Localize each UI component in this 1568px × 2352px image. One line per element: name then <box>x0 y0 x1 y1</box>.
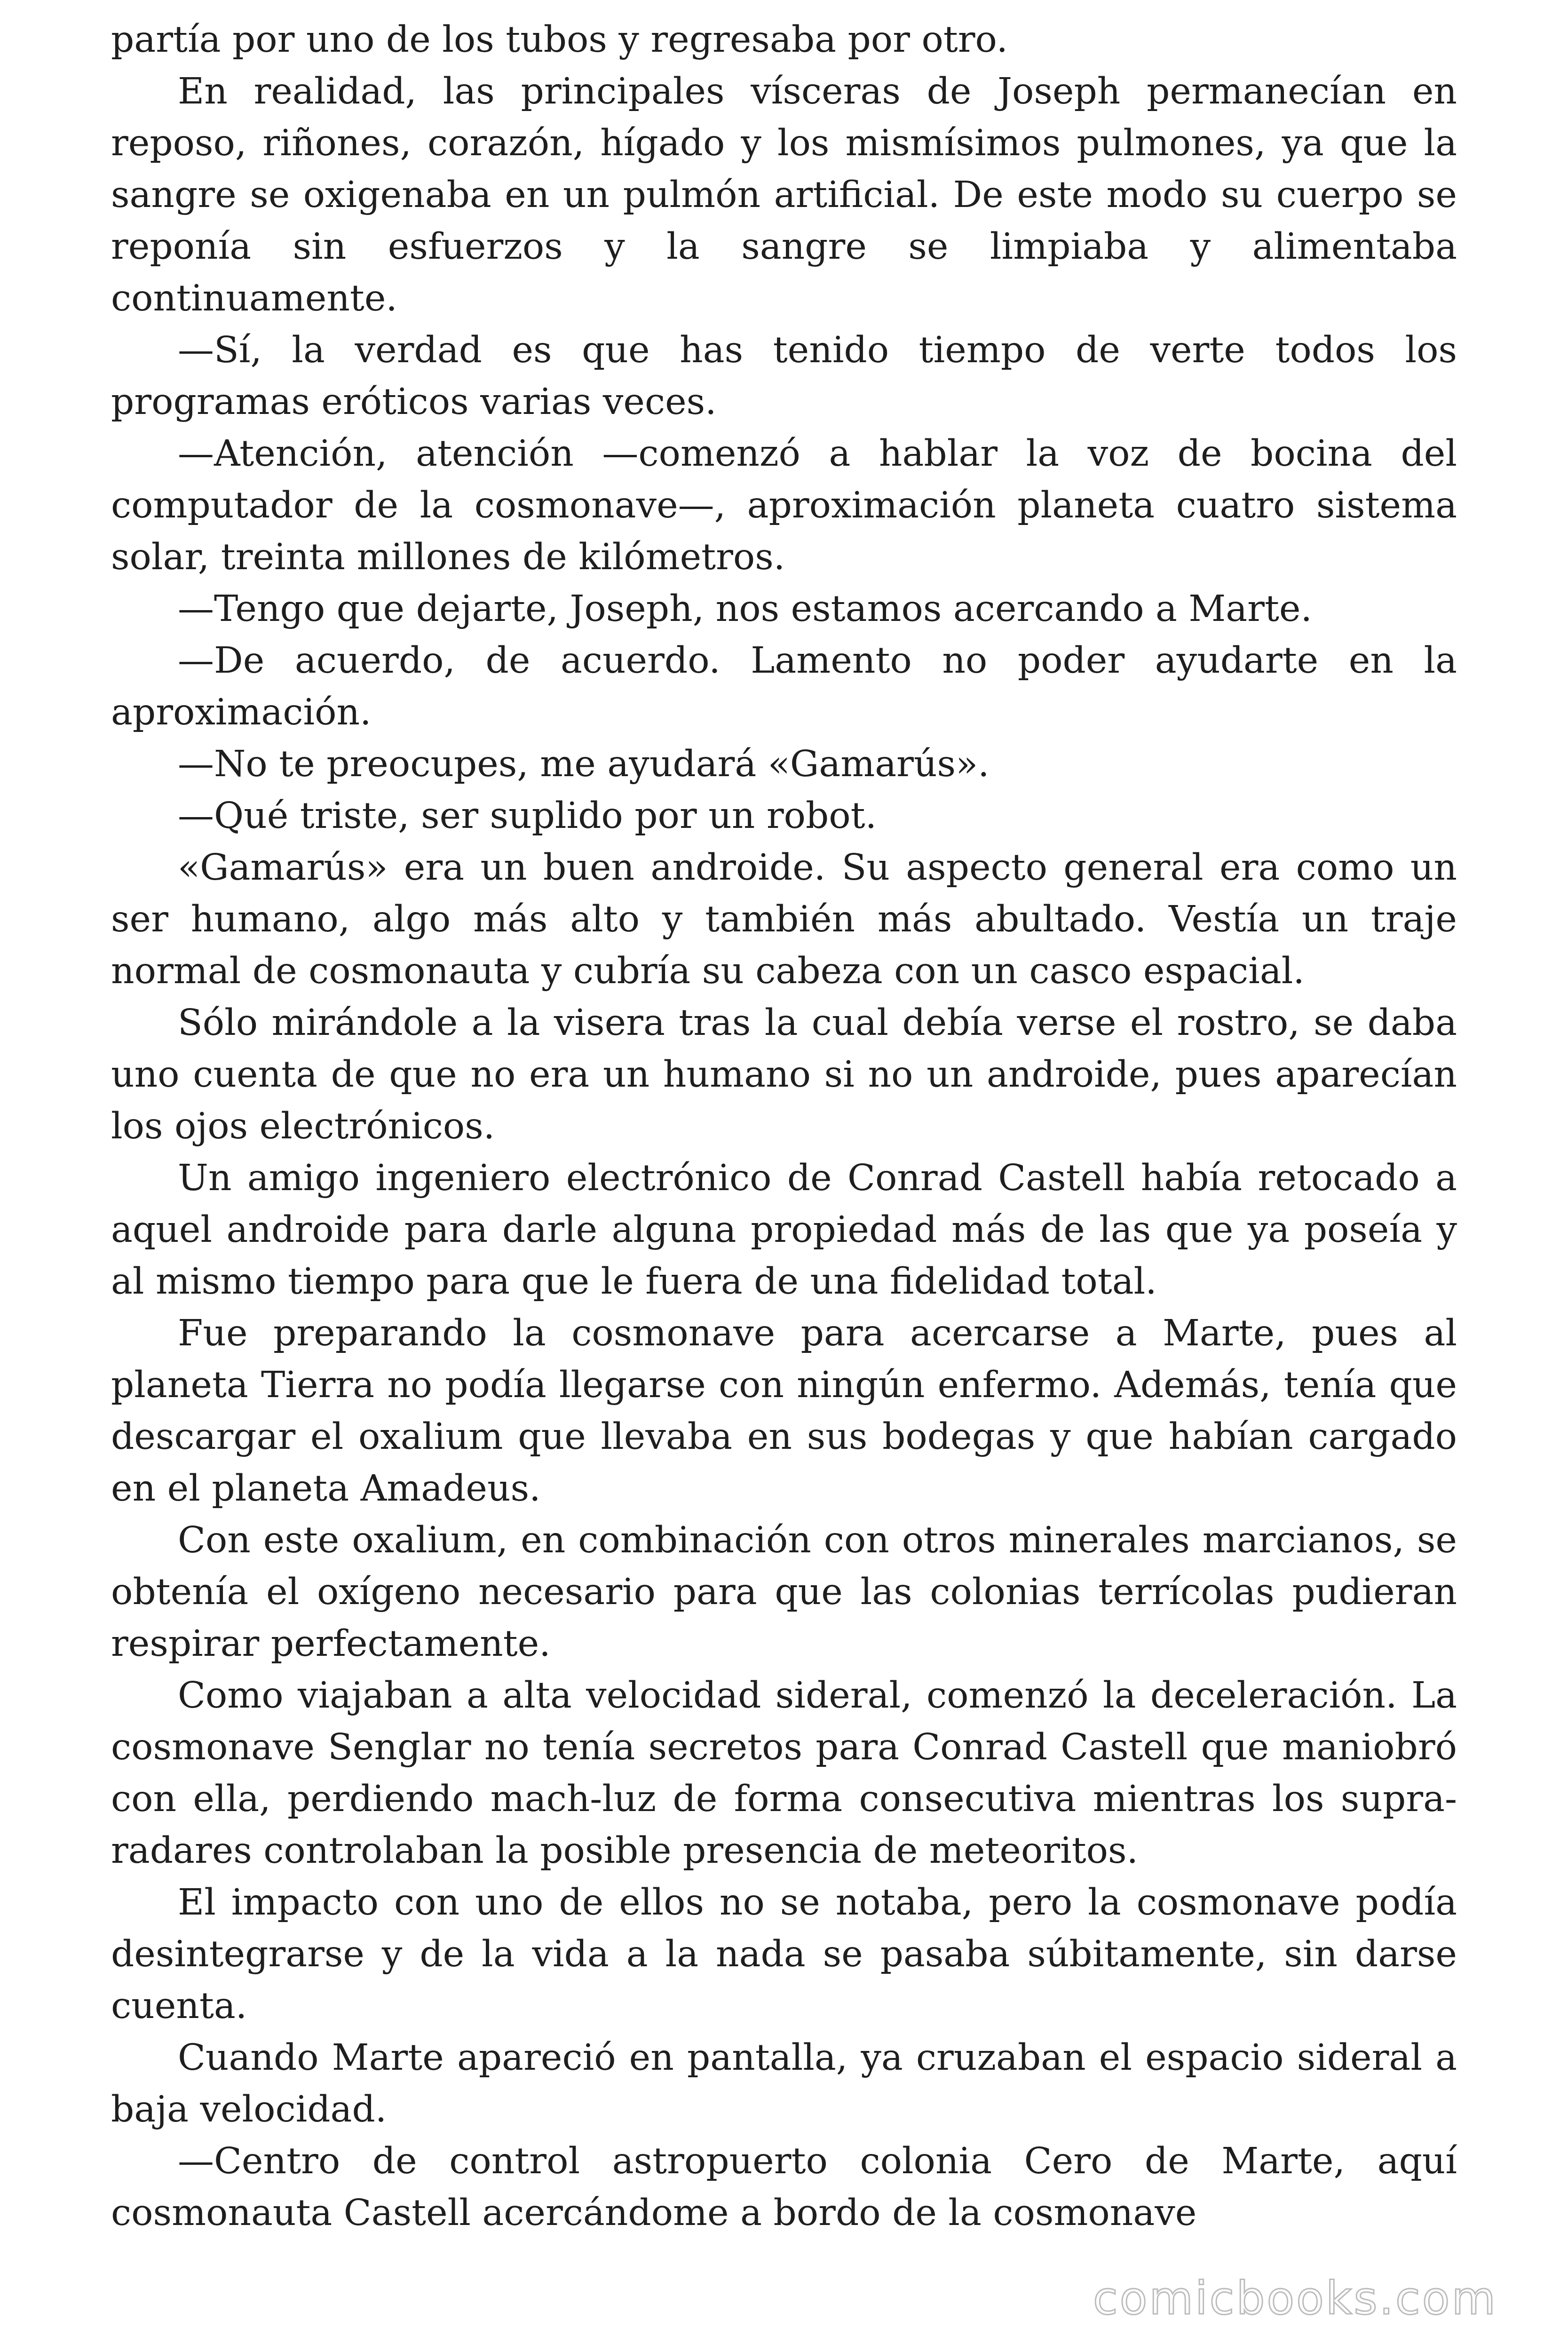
paragraph-17: —Centro de control astropuerto colonia Cero de Marte, aquí cosmonauta Castell acercándome a bordo de la cosmonave <box>111 2140 1457 2234</box>
paragraph-7: —No te preocupes, me ayudará «Gamarús». <box>178 743 990 785</box>
watermark: comicbooks.com <box>1093 2272 1497 2325</box>
paragraph-5: —Tengo que dejarte, Joseph, nos estamos acercando a Marte. <box>178 588 1312 630</box>
paragraph-15: El impacto con uno de ellos no se notaba, pero la cosmonave podía desintegrarse y de la vida a la nada se pasaba súbitamente, sin darse cuenta. <box>111 1882 1457 2027</box>
paragraph-1: partía por uno de los tubos y regresaba por otro. <box>111 19 1008 61</box>
book-page-text <box>111 14 1457 2239</box>
paragraph-13: Con este oxalium, en combinación con otros minerales marcianos, se obtenía el oxígeno necesario para que las colonias terrícolas pudieran respirar perfectamente. <box>111 1519 1457 1665</box>
paragraph-4: —Atención, atención —comenzó a hablar la voz de bocina del computador de la cosmonave—, aproximación planeta cuatro sistema solar, treinta millones de kilómetros. <box>111 433 1457 578</box>
paragraph-2: En realidad, las principales vísceras de Joseph permanecían en reposo, riñones, corazón, hígado y los mismísimos pulmones, ya que la sangre se oxigenaba en un pulmón artificial. De este modo su cuerpo se reponía sin esfuerzos y la sangre se limpiaba y alimentaba continuamente. <box>111 71 1457 319</box>
paragraph-16: Cuando Marte apareció en pantalla, ya cruzaban el espacio sideral a baja velocidad. <box>111 2037 1457 2130</box>
paragraph-8: —Qué triste, ser suplido por un robot. <box>178 795 877 837</box>
paragraph-10: Sólo mirándole a la visera tras la cual debía verse el rostro, se daba uno cuenta de que no era un humano si no un androide, pues aparecían los ojos electrónicos. <box>111 1002 1457 1147</box>
paragraph-11: Un amigo ingeniero electrónico de Conrad Castell había retocado a aquel androide para darle alguna propiedad más de las que ya poseía y al mismo tiempo para que le fuera de una fidelidad total. <box>111 1157 1457 1303</box>
paragraph-6: —De acuerdo, de acuerdo. Lamento no poder ayudarte en la aproximación. <box>111 640 1457 733</box>
paragraph-12: Fue preparando la cosmonave para acercarse a Marte, pues al planeta Tierra no podía llegarse con ningún enfermo. Además, tenía que descargar el oxalium que llevaba en sus bodegas y que habían cargado en el planeta Amadeus. <box>111 1312 1457 1510</box>
paragraph-14: Como viajaban a alta velocidad sideral, comenzó la deceleración. La cosmonave Senglar no tenía secretos para Conrad Castell que maniobró con ella, perdiendo mach-luz de forma consecutiva mientras los supra-radares controlaban la posible presencia de meteoritos. <box>111 1675 1457 1872</box>
paragraph-3: —Sí, la verdad es que has tenido tiempo de verte todos los programas eróticos varias veces. <box>111 329 1457 423</box>
paragraph-9: «Gamarús» era un buen androide. Su aspecto general era como un ser humano, algo más alto y también más abultado. Vestía un traje normal de cosmonauta y cubría su cabeza con un casco espacial. <box>111 847 1457 992</box>
